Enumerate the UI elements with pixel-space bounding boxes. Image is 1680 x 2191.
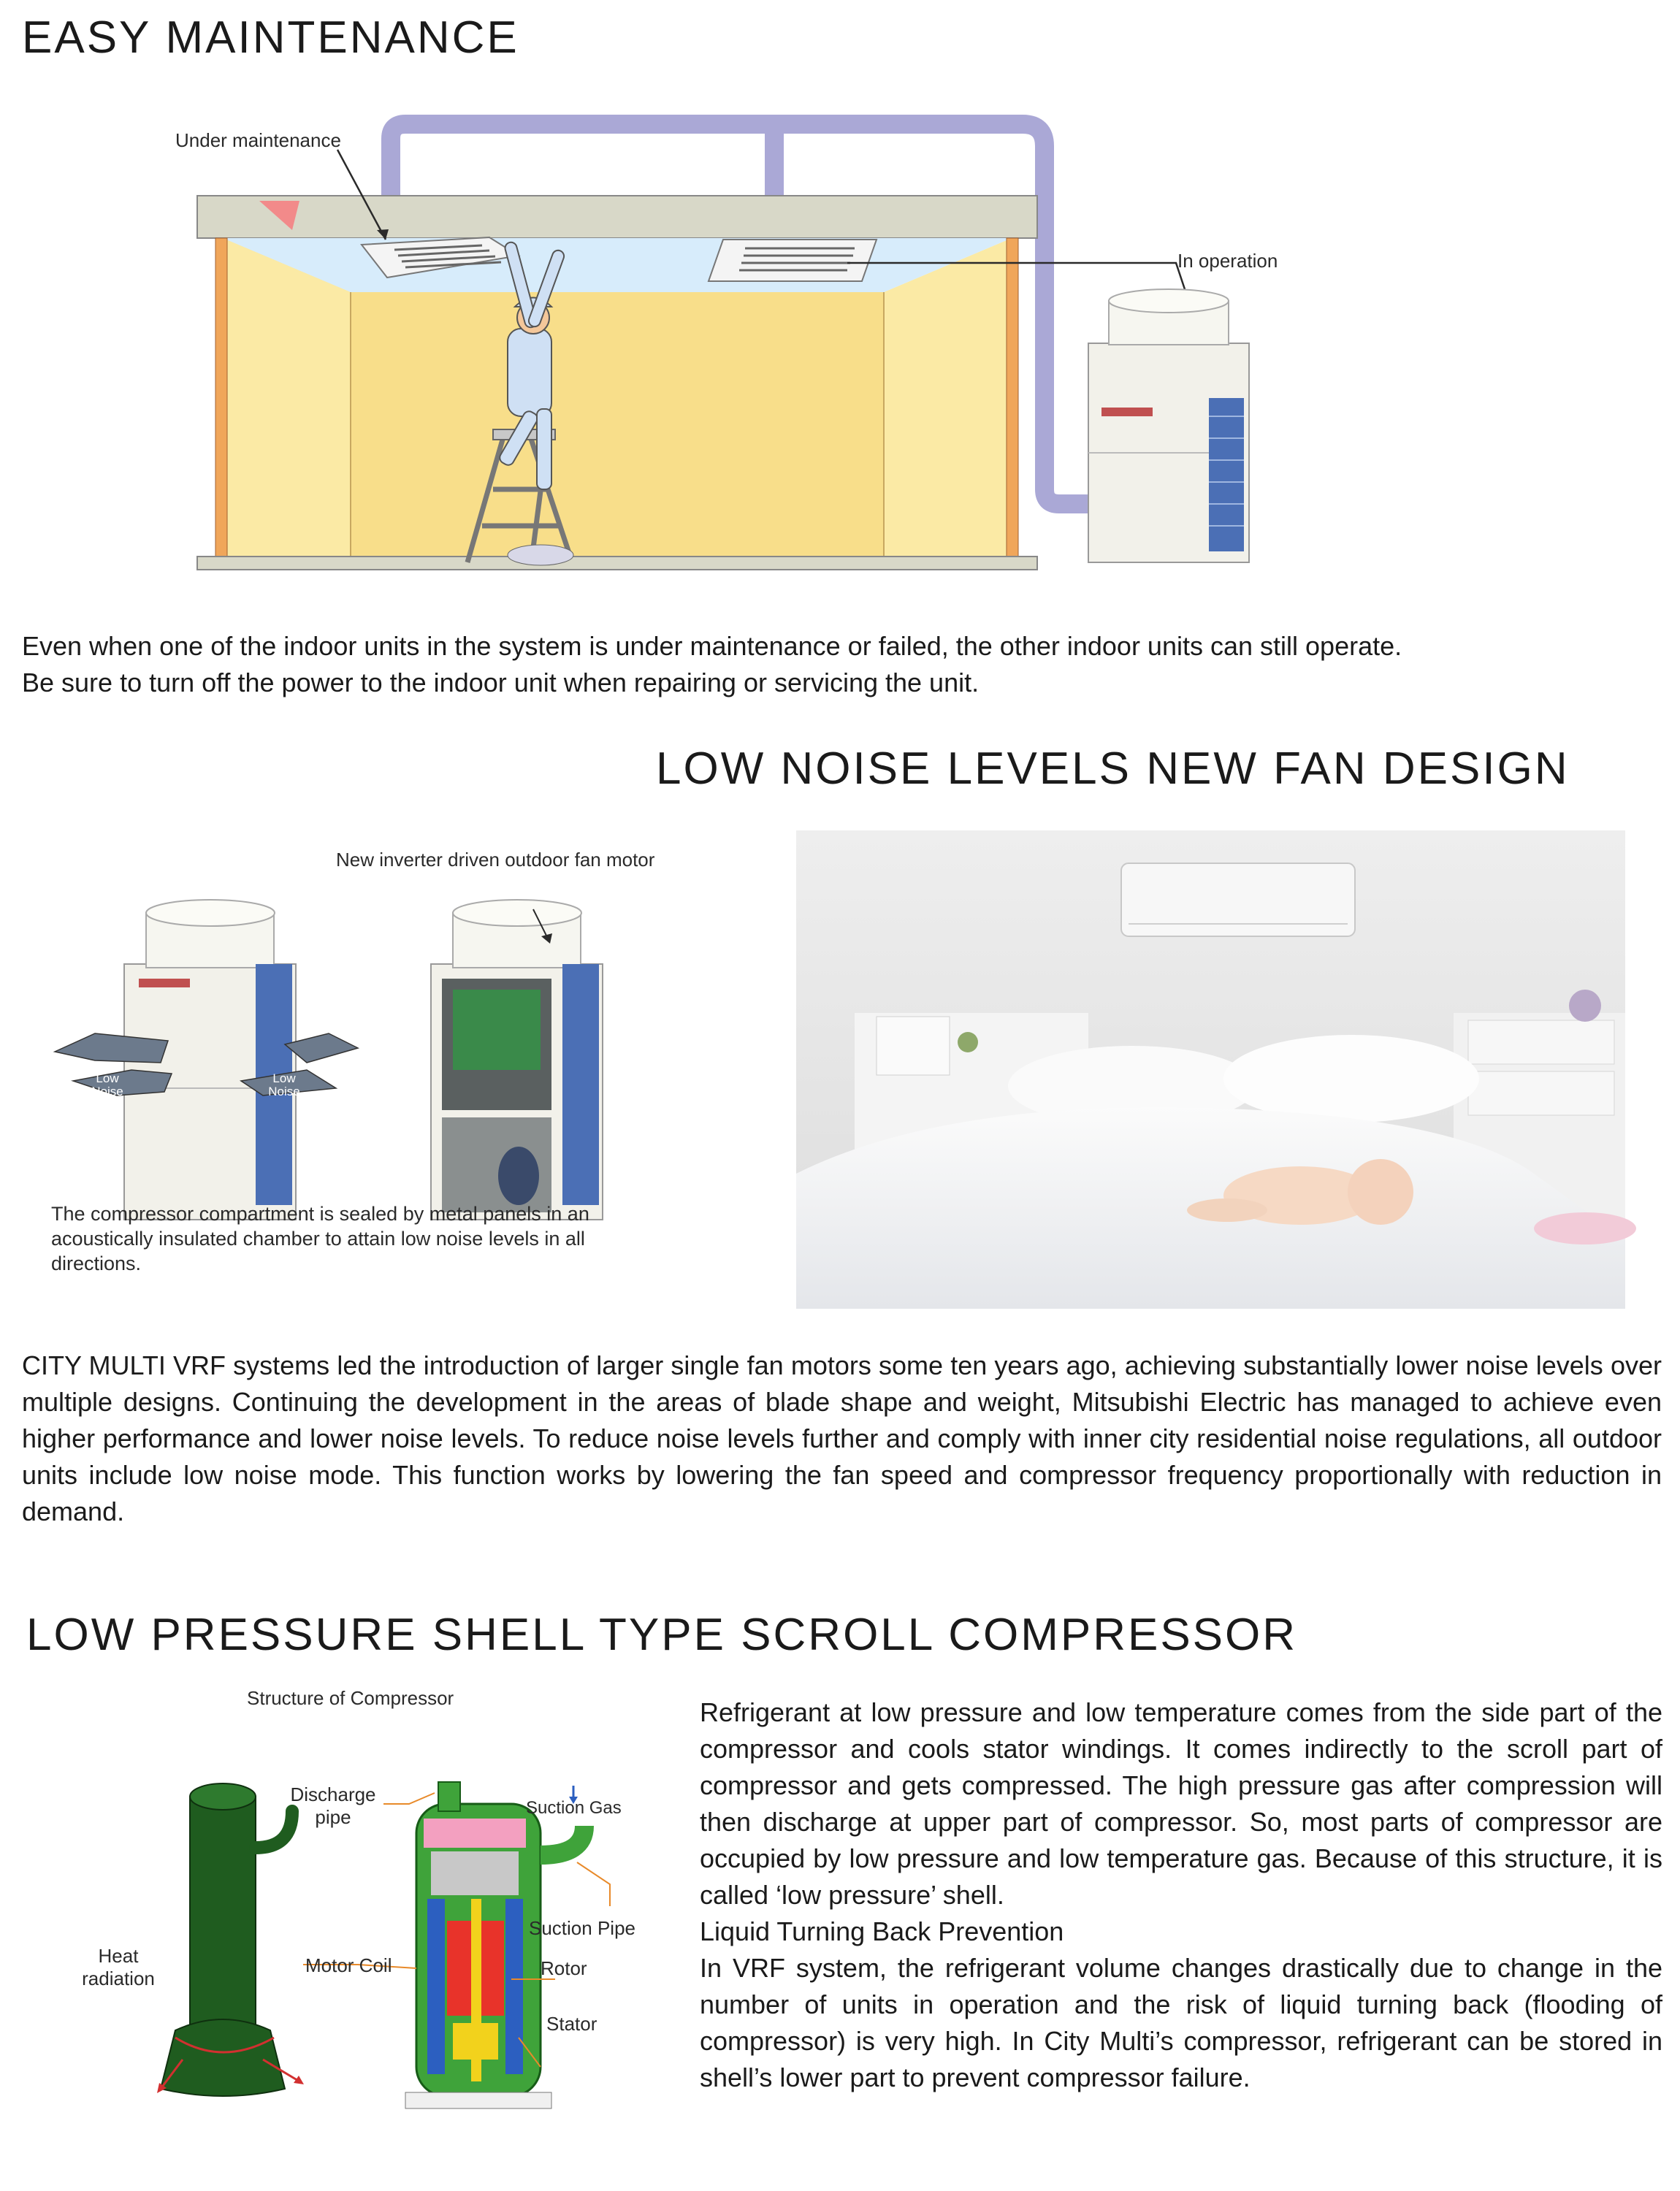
low-noise-body [22, 1347, 1662, 1530]
suction-gas-label: Suction Gas [526, 1798, 622, 1818]
compartment-caption: The compressor compartment is sealed by metal panels in an acoustically insulated chamber to attain low noise levels in all directions. [51, 1203, 589, 1274]
under-maintenance-label: Under maintenance [175, 129, 341, 151]
fan-motor-label: New inverter driven outdoor fan motor [336, 849, 655, 871]
maintenance-body-line-1: Even when one of the indoor units in the system is under maintenance or failed, the other indoor units can still operate. [22, 631, 1402, 661]
low-noise-heading: LOW NOISE LEVELS NEW FAN DESIGN [656, 743, 1570, 794]
compressor-body-paragraph-2: In VRF system, the refrigerant volume changes drastically due to change in the number of units in operation and the risk of liquid turning back (flooding of compressor) is very high. In City Multi’s compressor, refrigerant can be stored in shell’s lower part to prevent compressor failure. [700, 1953, 1662, 2092]
stator-label: Stator [546, 2013, 597, 2035]
rotor-label: Rotor [541, 1957, 587, 1979]
compressor-body-paragraph: Refrigerant at low pressure and low temperature comes from the side part of the compressor and cools stator windings. It comes indirectly to the scroll part of compressor and gets compressed. The high pressure gas after compression will then discharge at upper part of compressor. So, most parts of compressor are occupied by low pressure and low temperature gas. Because of this structure, it is called ‘low pressure’ shell. [700, 1697, 1662, 1910]
liquid-turning-back-subheading: Liquid Turning Back Prevention [700, 1916, 1064, 1946]
heat-radiation-label: Heat radiation [82, 1945, 155, 1989]
compressor-heading: LOW PRESSURE SHELL TYPE SCROLL COMPRESSOR [26, 1610, 1298, 1660]
compressor-text [700, 1694, 1662, 2096]
motor-coil-label: Motor Coil [305, 1954, 392, 1976]
maintenance-illustration [183, 110, 1497, 562]
low-noise-arrow-label-left: Low Noise [91, 1071, 123, 1098]
maintenance-heading: EASY MAINTENANCE [22, 12, 519, 63]
suction-pipe-label: Suction Pipe [529, 1917, 635, 1939]
low-noise-arrow-label-right: Low Noise [268, 1071, 300, 1098]
maintenance-body [22, 628, 1665, 701]
outdoor-units-illustration [44, 869, 760, 1234]
maintenance-body-line-2: Be sure to turn off the power to the indoor unit when repairing or servicing the unit. [22, 668, 980, 697]
low-noise-body-paragraph: CITY MULTI VRF systems led the introduction of larger single fan motors some ten years ago, achieving substantially lower noise levels over multiple designs. Continuing the development in the areas of blade shape and weight, Mitsubishi Electric has managed to achieve even higher performance and lower noise levels. To reduce noise levels further and comply with inner city residential noise regulations, all outdoor units include low noise mode. This function works by lowering the fan speed and compressor frequency proportionally with reduction in demand. [22, 1350, 1662, 1526]
discharge-pipe-label: Discharge pipe [290, 1783, 376, 1828]
in-operation-label: In operation [1177, 250, 1278, 272]
structure-of-compressor-label: Structure of Compressor [247, 1687, 454, 1709]
bedroom-photo [796, 830, 1625, 1309]
